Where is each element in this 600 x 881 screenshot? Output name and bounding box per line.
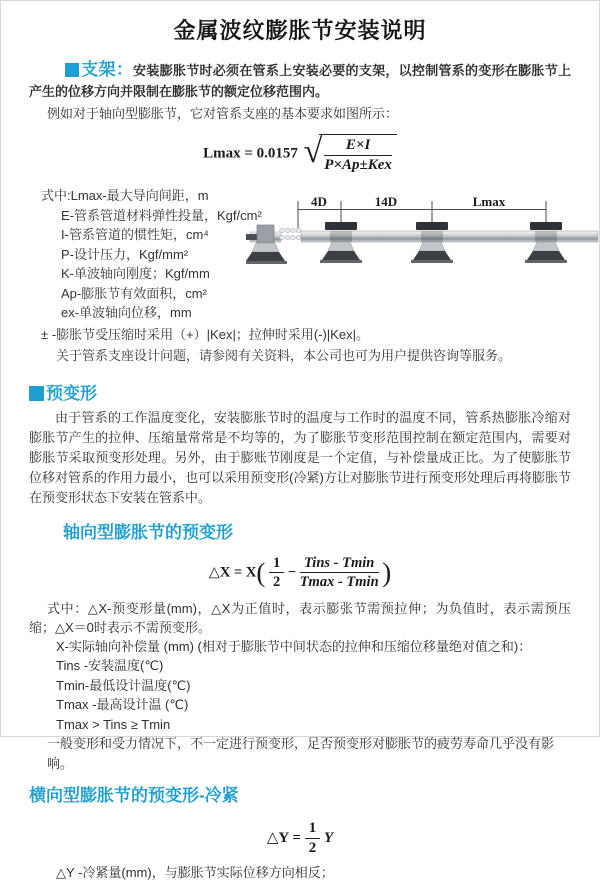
preform-section-heading bbox=[29, 379, 599, 404]
formula-lmax bbox=[1, 134, 599, 176]
axial-def-line: Tmax > Tins ≥ Tmin bbox=[56, 716, 171, 732]
guide-support bbox=[411, 222, 453, 263]
guide-support bbox=[320, 222, 362, 263]
formula-lateral-lhs: △Y = bbox=[266, 830, 301, 847]
formula-lmax-numerator: E×I bbox=[324, 137, 392, 156]
axial-def-line: Tmax -最高设计温 (℃) bbox=[56, 697, 189, 712]
pipe-support-diagram bbox=[246, 194, 598, 291]
lateral-note: △Y -冷紧量(mm)，与膨胀节实际位移方向相反； bbox=[56, 865, 334, 880]
axial-subheading: 轴向型膨胀节的预变形 bbox=[63, 522, 233, 542]
def-line: E-管系管道材料弹性投量，Kgf/cm² bbox=[61, 207, 262, 223]
sqrt-symbol: √ bbox=[303, 132, 323, 170]
axial-def-line: X-实际轴向补偿量 (mm) (相对于膨胀节中间状态的拉伸和压缩位移量绝对值之和)： bbox=[56, 638, 532, 654]
dim-label-14d: 14D bbox=[374, 194, 398, 209]
temp-denominator: Tmax - Tmin bbox=[299, 574, 379, 591]
open-paren: ( bbox=[256, 557, 266, 588]
def-line: P-设计压力，Kgf/mm² bbox=[61, 246, 189, 262]
preform-paragraph: 由于管系的工作温度变化，安装膨胀节时的温度与工作时的温度不同，管系热膨胀冷缩对膨胀节产生的拉伸、压缩量常常是不均等的，为了膨胀节变形范围控制在额定范围内，需要对膨胀节采取预变形处理。另外，由于膨账节刚度是一个定值，与补偿量成正比。为了使膨胀节位移对管系的作用力最小，也可以采用预变形(冷紧)方让对膨胀节进行预变形处理后再将膨胀节在预变形状态下安装在管系中。 bbox=[29, 409, 571, 505]
service-note-line: 关于管系支座设计问题，请参阅有关资料，本公司也可为用户提供咨询等服务。 bbox=[56, 348, 512, 363]
formula-lateral-rhs: Y bbox=[323, 830, 334, 847]
def-line: K-单波轴向刚度；Kgf/mm bbox=[61, 266, 210, 281]
def-line: ex-单波轴向位移，mm bbox=[61, 305, 192, 320]
formula-axial-lhs: △X = X bbox=[208, 564, 257, 580]
formula-lmax-denominator: P×Ap±Kex bbox=[324, 157, 392, 174]
bellows-icon bbox=[280, 228, 301, 239]
blue-square-icon bbox=[65, 63, 79, 77]
half-denominator: 2 bbox=[272, 574, 281, 591]
axial-explanation: 式中：△X-预变形量(mm)，△X为正值时，表示膨张节需预拉伸；为负值时，表示需预压缩；△X＝0时表示不需预变形。 bbox=[29, 600, 571, 635]
axial-def-line: Tins -安装温度(℃) bbox=[56, 658, 164, 673]
dim-label-4d: 4D bbox=[311, 194, 327, 209]
dim-label-lmax: Lmax bbox=[472, 194, 506, 209]
axial-general-note: 一般变形和受力情况下，不一定进行预变形，足否预变形对膨胀节的疲劳寿命几乎没有影响。 bbox=[47, 736, 555, 771]
close-paren: ) bbox=[382, 557, 392, 588]
def-line-plusminus: ± -膨胀节受压缩时采用（+）|Kex|；拉伸时采用(-)|Kex|。 bbox=[41, 326, 369, 342]
def-line: 式中:Lmax-最大导向间距，m bbox=[41, 188, 209, 203]
support-paragraph bbox=[29, 59, 571, 102]
temperature-fraction bbox=[300, 555, 379, 591]
formula-lmax-lhs: Lmax = 0.0157 bbox=[203, 145, 298, 162]
formula-lmax-radicand bbox=[319, 134, 397, 175]
support-text: 安装膨胀节时必须在管系上安装必要的支架，以控制管系的变形在膨胀节上产生的位移方向并限制在膨胀节的额定位移范围内。 bbox=[29, 63, 571, 99]
blue-square-icon bbox=[29, 386, 44, 401]
half-numerator: 1 bbox=[305, 820, 321, 839]
formula-axial-preform bbox=[1, 555, 599, 591]
axial-def-line: Tmin-最低设计温度(℃) bbox=[56, 677, 191, 693]
minus-sign: − bbox=[287, 564, 297, 580]
page-title: 金属波纹膨胀节安装说明 bbox=[173, 18, 427, 43]
one-half-fraction bbox=[305, 820, 321, 858]
half-numerator: 1 bbox=[269, 555, 284, 574]
temp-numerator: Tins - Tmin bbox=[300, 555, 379, 574]
lateral-subheading: 横向型膨胀节的预变形-冷紧 bbox=[29, 786, 239, 805]
half-denominator: 2 bbox=[308, 840, 317, 857]
guide-support bbox=[525, 222, 567, 263]
preform-section-label: 预变形 bbox=[46, 383, 97, 403]
support-example-line: 例如对于轴向型膨胀节，它对管系支座的基本要求如图所示： bbox=[47, 106, 399, 121]
def-line: Ap-膨胀节有效面积，cm² bbox=[61, 285, 207, 301]
support-section-label: 支架： bbox=[81, 60, 134, 79]
one-half-fraction bbox=[269, 555, 284, 591]
def-line: I-管系管道的惯性矩，cm⁴ bbox=[61, 227, 209, 242]
formula-lateral-coldpull bbox=[1, 820, 599, 857]
